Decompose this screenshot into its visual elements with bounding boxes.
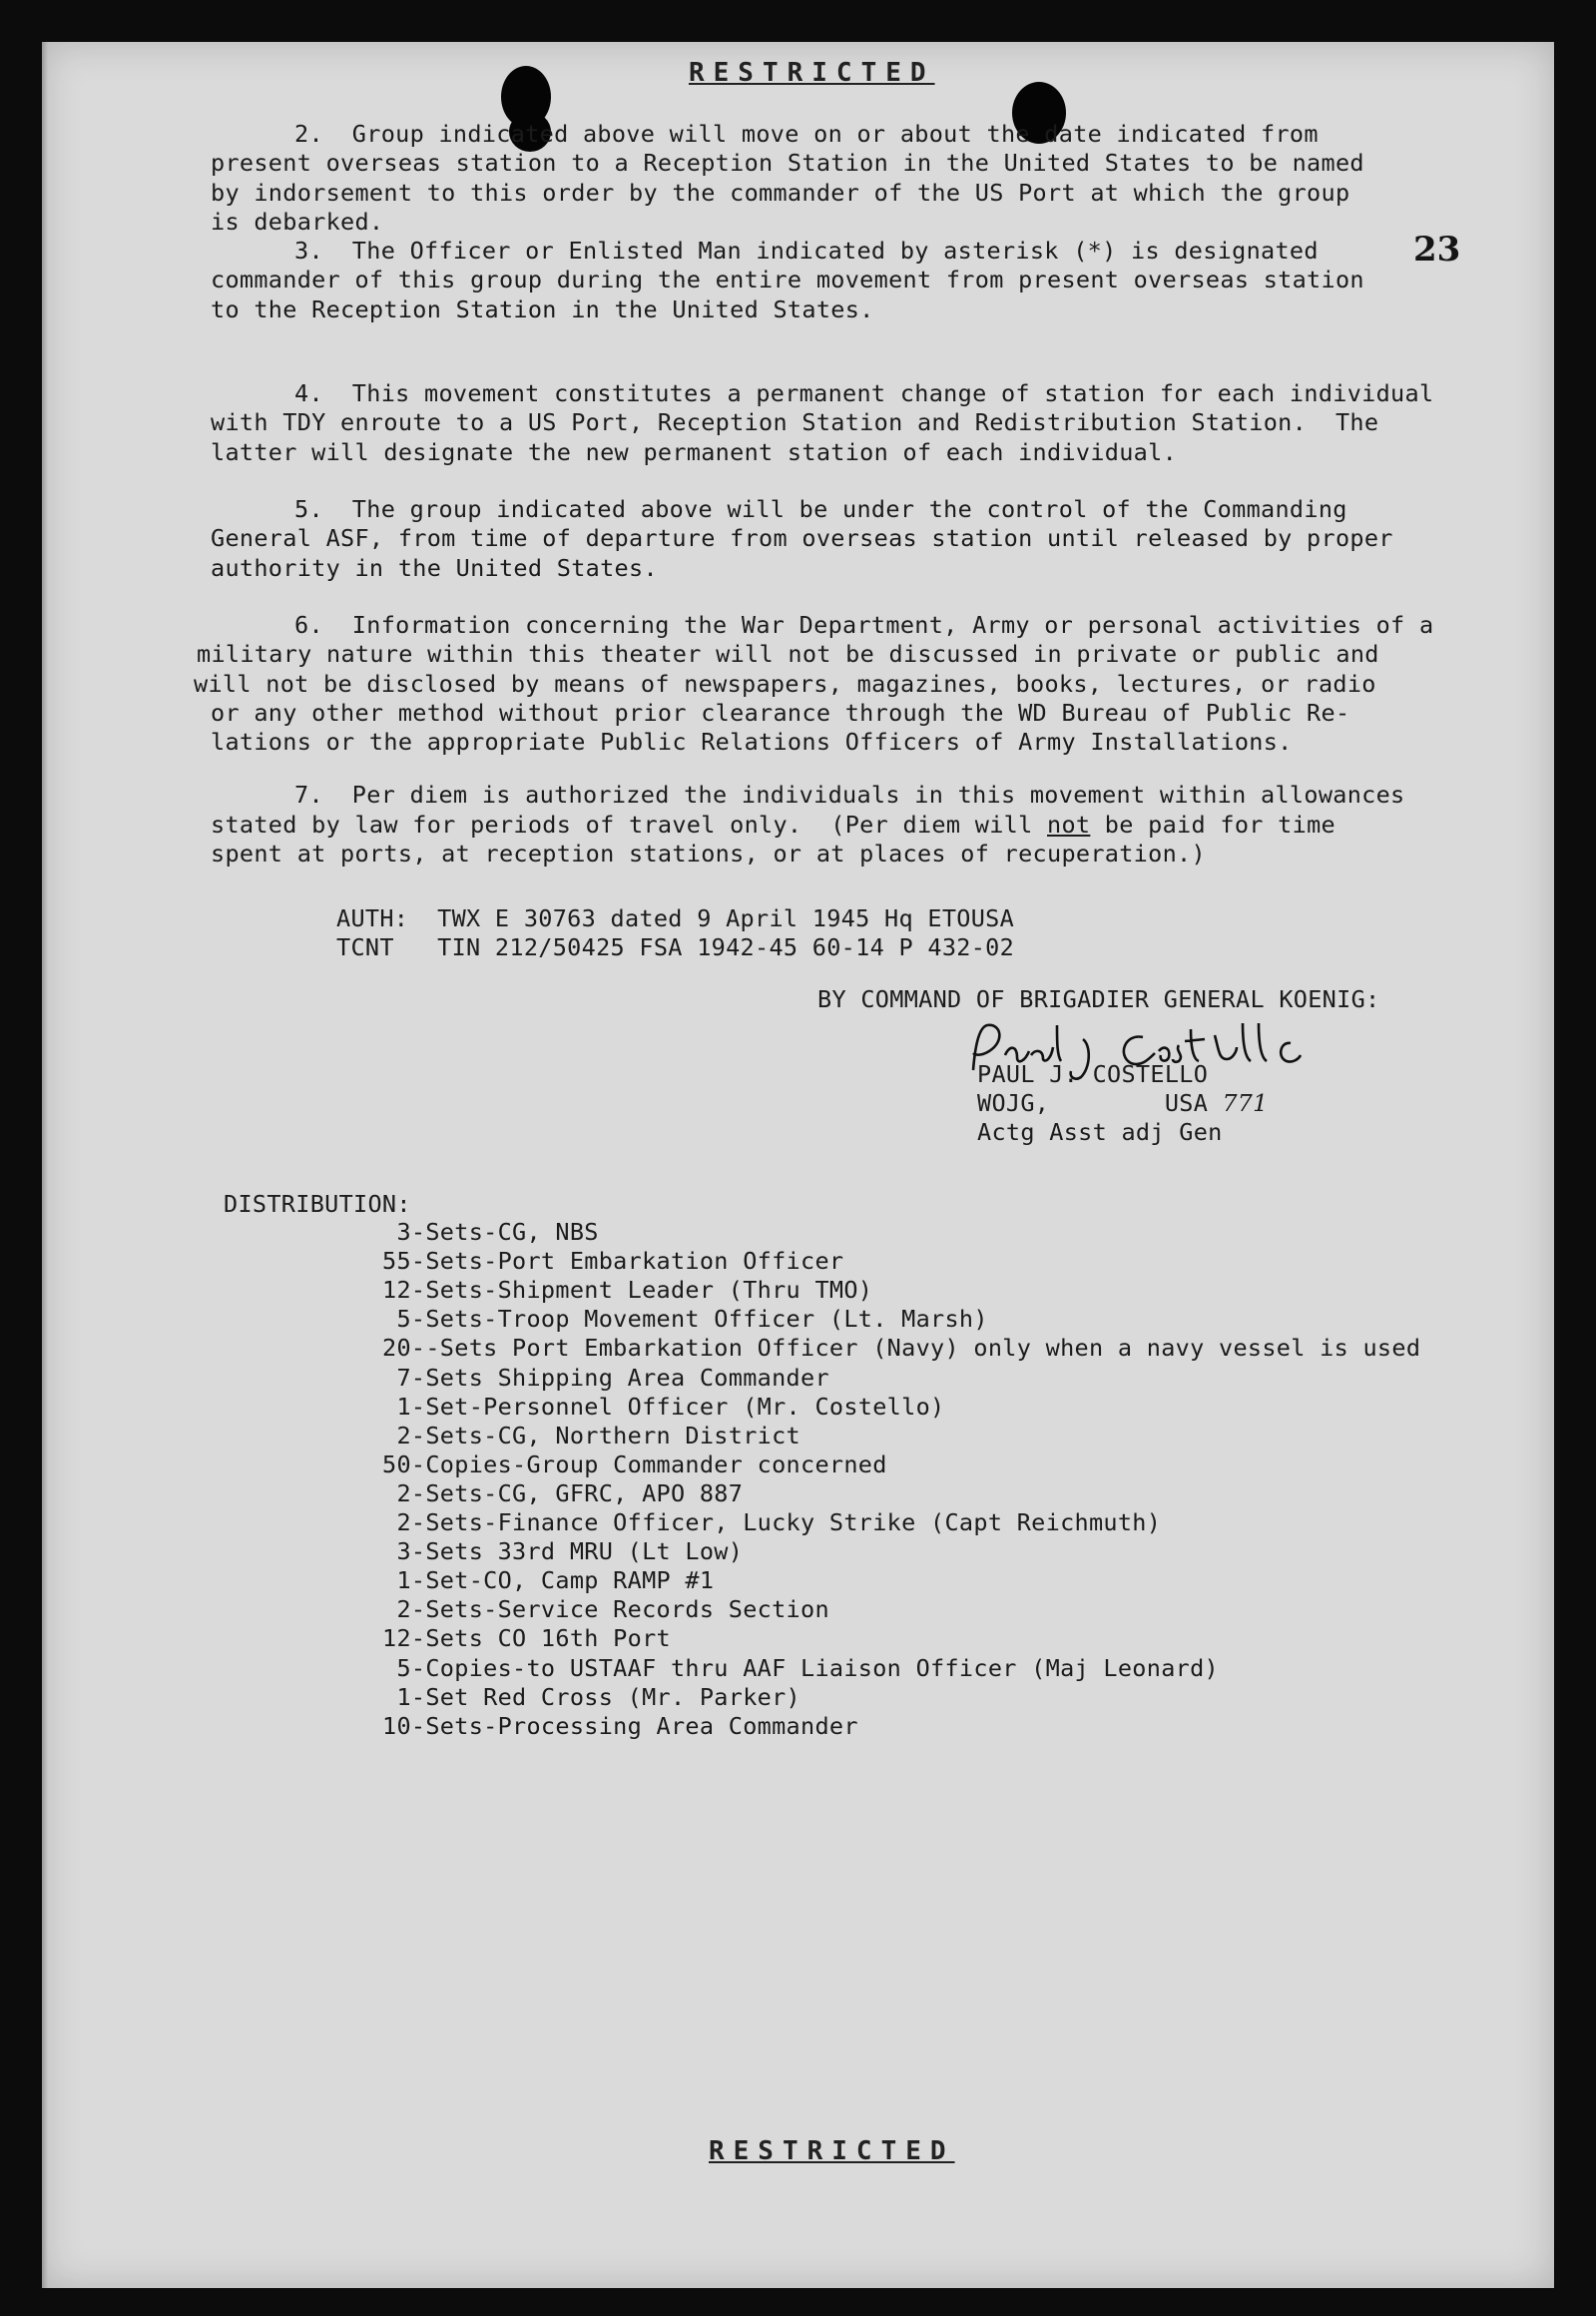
distribution-item: 12-Sets CO 16th Port <box>382 1624 671 1653</box>
distribution-item: 20--Sets Port Embarkation Officer (Navy) only when a navy vessel is used <box>382 1334 1421 1363</box>
distribution-label: DISTRIBUTION: <box>224 1190 411 1218</box>
paragraph-2-line-2: present overseas station to a Reception Station in the United States to be named <box>211 149 1364 178</box>
paragraph-3-line-3: to the Reception Station in the United States. <box>211 294 874 323</box>
header-restricted: RESTRICTED <box>689 58 935 88</box>
paragraph-2-line-1: 2. Group indicated above will move on or about the date indicated from <box>294 120 1319 148</box>
paragraph-4-line-2: with TDY enroute to a US Port, Reception Station and Redistribution Station. The <box>211 408 1379 437</box>
distribution-item: 7-Sets Shipping Area Commander <box>382 1363 829 1392</box>
paragraph-2-line-4: is debarked. <box>211 207 384 236</box>
paragraph-7-underlined-not: not <box>1047 811 1091 839</box>
paragraph-3-line-1: 3. The Officer or Enlisted Man indicated by asterisk (*) is designated <box>294 237 1319 265</box>
paragraph-4-line-1: 4. This movement constitutes a permanent change of station for each individual <box>294 379 1434 407</box>
distribution-item: 50-Copies-Group Commander concerned <box>382 1449 887 1478</box>
distribution-item: 5-Sets-Troop Movement Officer (Lt. Marsh) <box>382 1305 988 1334</box>
distribution-item: 2-Sets-Service Records Section <box>382 1595 829 1624</box>
paragraph-5-line-2: General ASF, from time of departure from overseas station until released by proper <box>211 524 1393 553</box>
distribution-item: 12-Sets-Shipment Leader (Thru TMO) <box>382 1276 873 1305</box>
paragraph-6-line-5: lations or the appropriate Public Relations Officers of Army Installations. <box>211 728 1293 757</box>
paragraph-5-line-3: authority in the United States. <box>211 553 658 582</box>
paragraph-7-line-2 <box>211 811 1335 840</box>
paragraph-5-line-1: 5. The group indicated above will be under the control of the Commanding <box>294 495 1347 523</box>
distribution-item: 3-Sets-CG, NBS <box>382 1218 599 1246</box>
paragraph-3-line-2: commander of this group during the entire movement from present overseas station <box>211 266 1364 294</box>
distribution-item: 1-Set-Personnel Officer (Mr. Costello) <box>382 1392 945 1421</box>
auth-line: AUTH: TWX E 30763 dated 9 April 1945 Hq ETOUSA <box>336 904 1015 932</box>
tcnt-line: TCNT TIN 212/50425 FSA 1942-45 60-14 P 432-02 <box>336 933 1015 961</box>
signer-rank <box>977 1089 1268 1118</box>
distribution-item: 1-Set Red Cross (Mr. Parker) <box>382 1682 800 1711</box>
distribution-item: 5-Copies-to USTAAF thru AAF Liaison Officer (Maj Leonard) <box>382 1653 1219 1682</box>
command-line: BY COMMAND OF BRIGADIER GENERAL KOENIG: <box>817 985 1380 1013</box>
distribution-item: 3-Sets 33rd MRU (Lt Low) <box>382 1537 744 1566</box>
paragraph-6-line-4: or any other method without prior clearance through the WD Bureau of Public Re- <box>211 698 1350 727</box>
distribution-item: 1-Set-CO, Camp RAMP #1 <box>382 1566 715 1595</box>
paragraph-7-line-2-text: stated by law for periods of travel only. (Per diem will <box>211 811 1047 839</box>
distribution-item: 55-Sets-Port Embarkation Officer <box>382 1247 844 1276</box>
paragraph-2-line-3: by indorsement to this order by the commander of the US Port at which the group <box>211 178 1350 207</box>
distribution-item: 10-Sets-Processing Area Commander <box>382 1711 858 1740</box>
paragraph-7-line-3: spent at ports, at reception stations, or at places of recuperation.) <box>211 840 1206 868</box>
footer-restricted: RESTRICTED <box>709 2136 955 2166</box>
paragraph-7-line-1: 7. Per diem is authorized the individuals in this movement within allowances <box>294 781 1405 809</box>
signer-rank-suffix: 771 <box>1222 1089 1269 1117</box>
paragraph-6-line-3: will not be disclosed by means of newspapers, magazines, books, lectures, or radio <box>194 669 1376 698</box>
distribution-item: 2-Sets-CG, GFRC, APO 887 <box>382 1478 744 1507</box>
distribution-item: 2-Sets-Finance Officer, Lucky Strike (Capt Reichmuth) <box>382 1508 1162 1536</box>
signer-rank-text: WOJG, USA <box>977 1089 1223 1117</box>
paragraph-6-line-2: military nature within this theater will not be discussed in private or public and <box>197 640 1379 669</box>
paragraph-7-line-2-rest: be paid for time <box>1090 811 1335 839</box>
document-page <box>42 42 1554 2288</box>
scan-edge <box>42 42 48 2288</box>
paragraph-4-line-3: latter will designate the new permanent station of each individual. <box>211 437 1178 466</box>
page-number: 23 <box>1413 230 1461 270</box>
distribution-item: 2-Sets-CG, Northern District <box>382 1421 800 1449</box>
signer-name: PAUL J. COSTELLO <box>977 1060 1209 1088</box>
paragraph-6-line-1: 6. Information concerning the War Department, Army or personal activities of a <box>294 611 1434 639</box>
signer-title: Actg Asst adj Gen <box>977 1118 1223 1146</box>
